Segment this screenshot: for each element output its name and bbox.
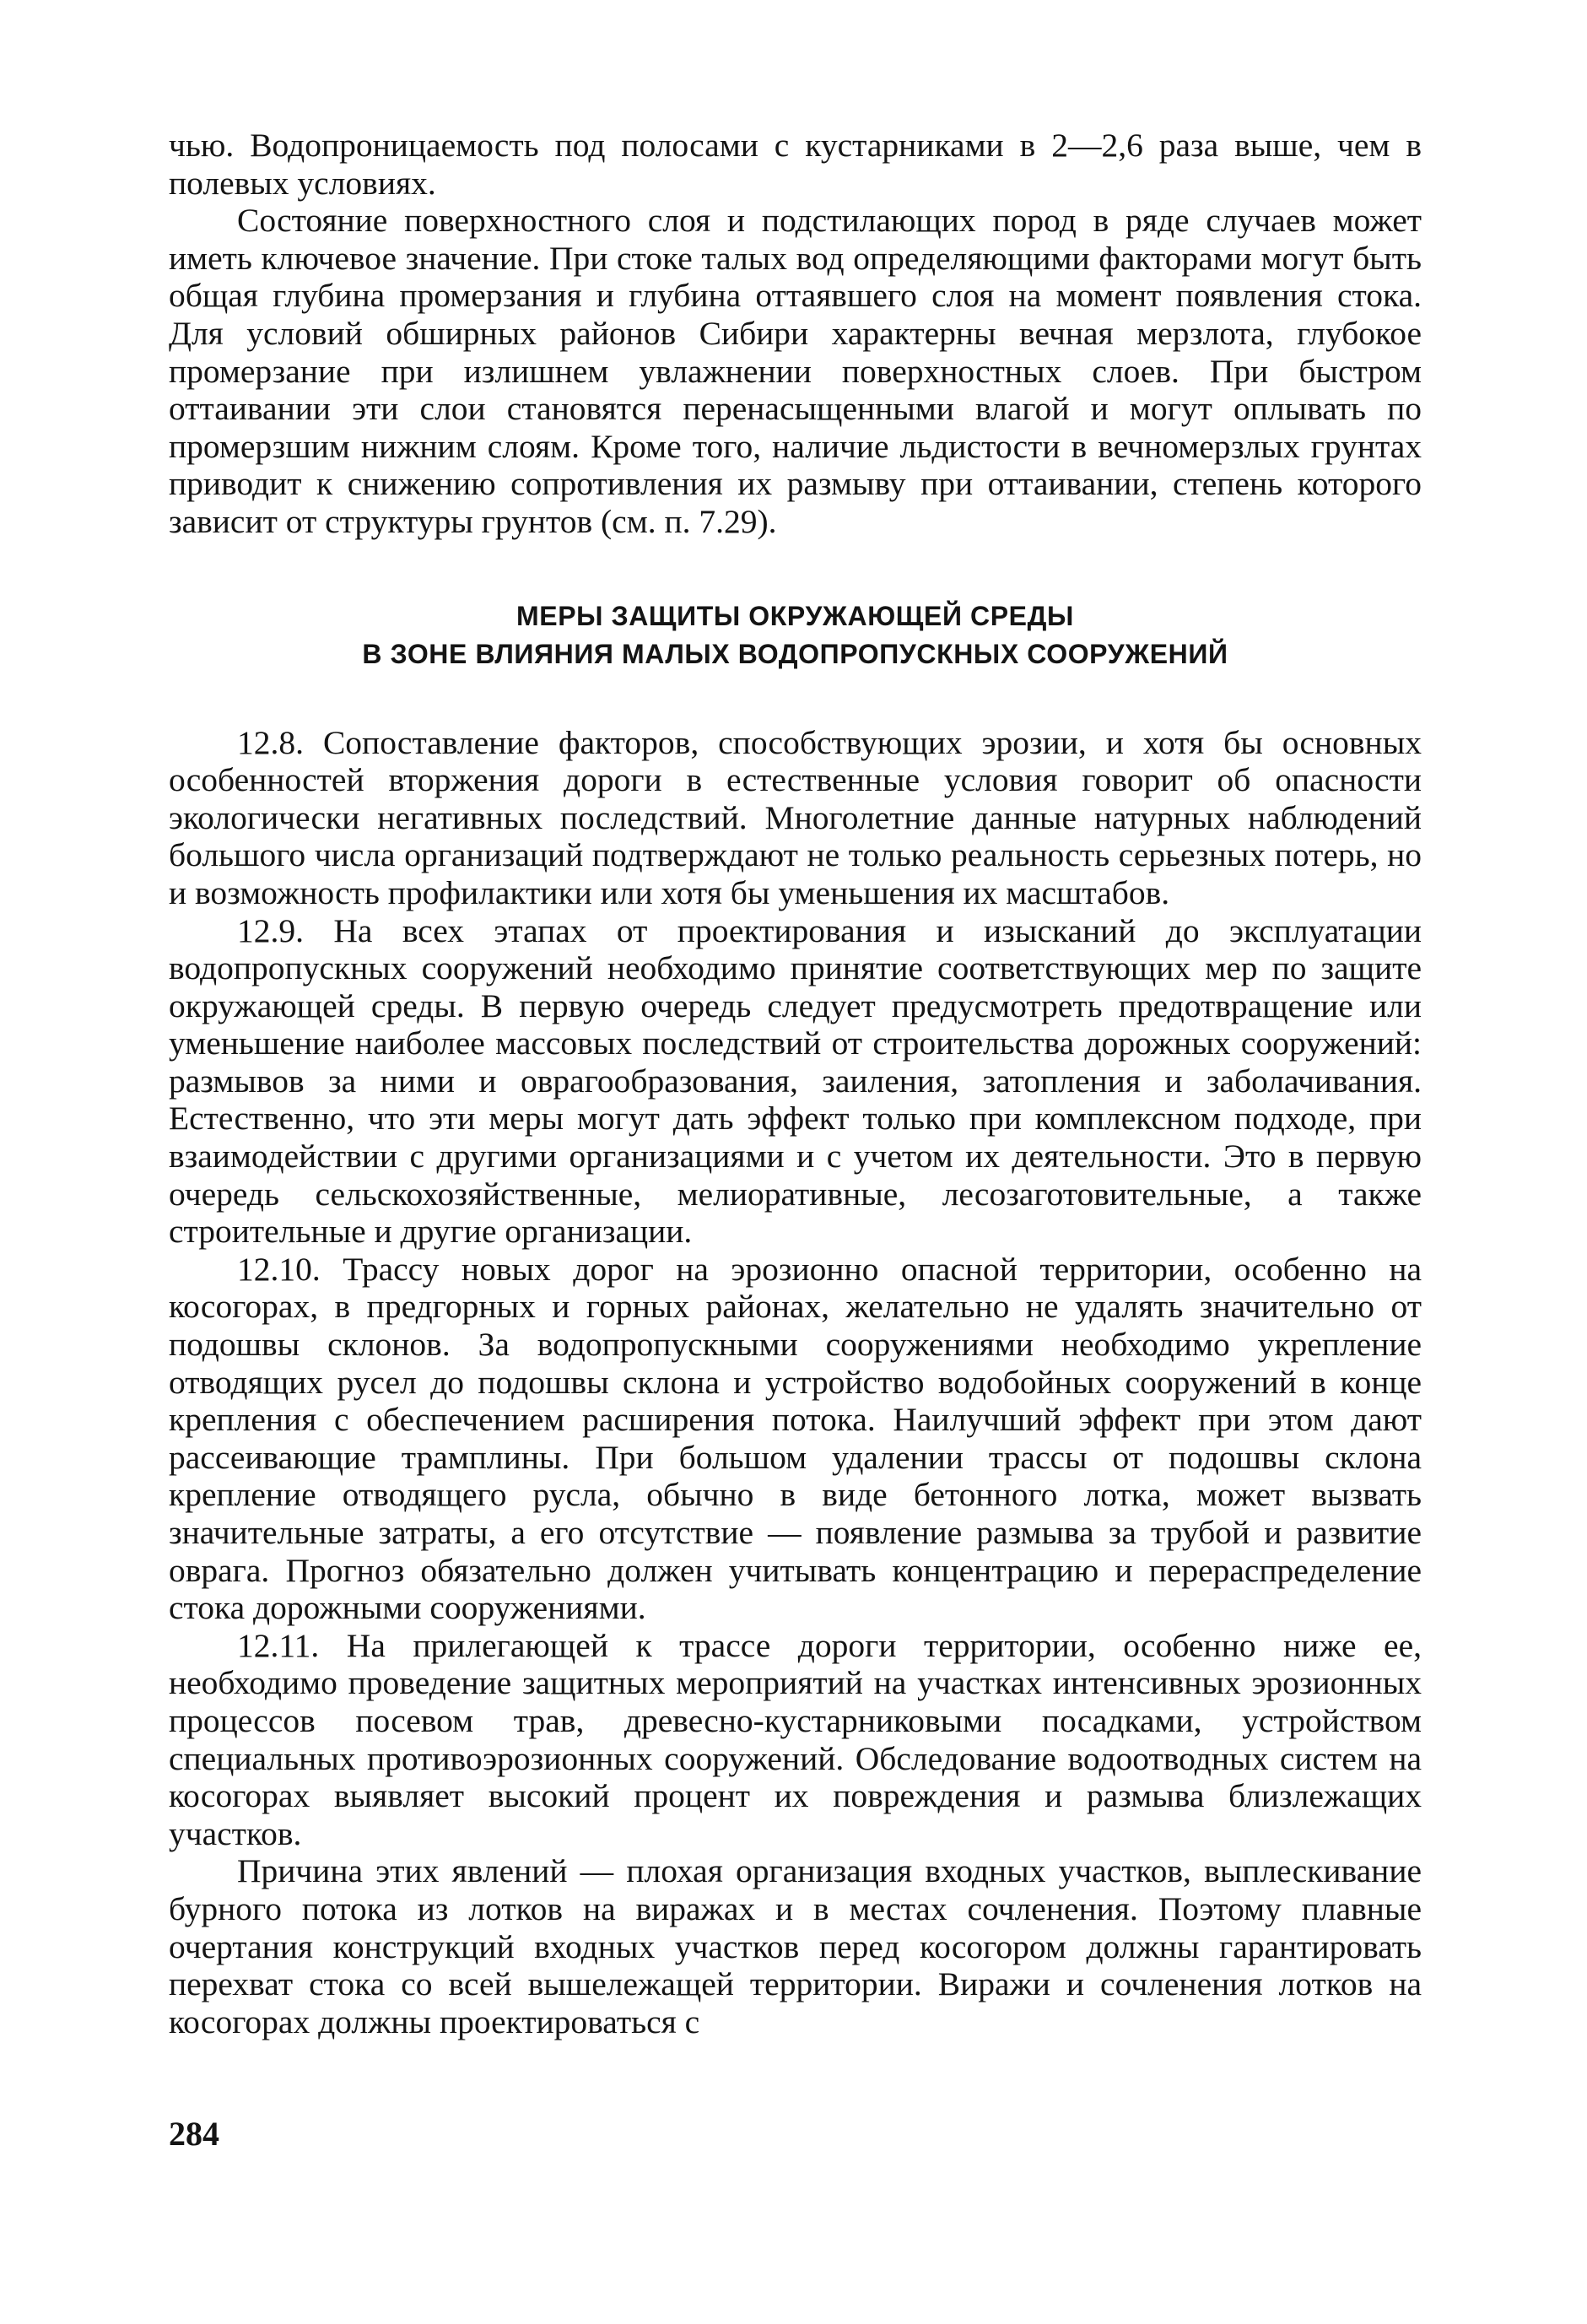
paragraph-continuation: чью. Водопроницаемость под полосами с кустарниками в 2—2,6 раза выше, чем в полевых условиях. bbox=[169, 127, 1422, 202]
paragraph-12-10: 12.10. Трассу новых дорог на эрозионно опасной территории, особенно на косогорах, в предгорных и горных районах, желательно не удалять значительно от подошвы склонов. За водопропускными сооружениями необходимо укрепление отводящих русел до подошвы склона и устройство водобойных сооружений в конце крепления с обеспечением расширения потока. Наилучший эффект при этом дают рассеивающие трамплины. При большом удалении трассы от подошвы склона крепление отводящего русла, обычно в виде бетонного лотка, может вызвать значительные затраты, а его отсутствие — появление размыва за трубой и развитие оврага. Прогноз обязательно должен учитывать концентрацию и перераспределение стока дорожными сооружениями. bbox=[169, 1250, 1422, 1627]
paragraph-12-11: 12.11. На прилегающей к трассе дороги территории, особенно ниже ее, необходимо проведение защитных мероприятий на участках интенсивных эрозионных процессов посевом трав, древесно-кустарниковыми посадками, устройством специальных противоэрозионных сооружений. Обследование водоотводных систем на косогорах выявляет высокий процент их повреждения и размыва близлежащих участков. bbox=[169, 1626, 1422, 1852]
paragraph-12-9: 12.9. На всех этапах от проектирования и изысканий до эксплуатации водопропускных сооружений необходимо принятие соответствующих мер по защите окружающей среды. В первую очередь следует предусмотреть предотвращение или уменьшение наиболее массовых последствий от строительства дорожных сооружений: размывов за ними и оврагообразования, заиления, затопления и заболачивания. Естественно, что эти меры могут дать эффект только при комплексном подходе, при взаимодействии с другими организациями и с учетом их деятельности. Это в первую очередь сельскохозяйственные, мелиоративные, лесозаготовительные, а также строительные и другие организации. bbox=[169, 911, 1422, 1251]
page-number: 284 bbox=[169, 2115, 219, 2153]
section-heading-line-1: МЕРЫ ЗАЩИТЫ ОКРУЖАЮЩЕЙ СРЕДЫ bbox=[516, 600, 1074, 631]
paragraph-causes: Причина этих явлений — плохая организация входных участков, выплескивание бурного потока из лотков на виражах и в местах сочленения. Поэтому плавные очертания конструкций входных участков перед косогором должны гарантировать перехват стока со всей вышележащей территории. Виражи и сочленения лотков на косогорах должны проектироваться с bbox=[169, 1852, 1422, 2040]
paragraph-12-8: 12.8. Сопоставление факторов, способствующих эрозии, и хотя бы основных особенностей вторжения дороги в естественные условия говорит об опасности экологически негативных последствий. Многолетние данные натурных наблюдений большого числа организаций подтверждают не только реальность серьезных потерь, но и возможность профилактики или хотя бы уменьшения их масштабов. bbox=[169, 723, 1422, 911]
section-heading-line-2: В ЗОНЕ ВЛИЯНИЯ МАЛЫХ ВОДОПРОПУСКНЫХ СООРУЖЕНИЙ bbox=[362, 638, 1228, 669]
paragraph-surface-layer: Состояние поверхностного слоя и подстилающих пород в ряде случаев может иметь ключевое значение. При стоке талых вод определяющими факторами могут быть общая глубина промерзания и глубина оттаявшего слоя на момент появления стока. Для условий обширных районов Сибири характерны вечная мерзлота, глубокое промерзание при излишнем увлажнении поверхностных слоев. При быстром оттаивании эти слои становятся перенасыщенными влагой и могут оплывать по промерзшим нижним слоям. Кроме того, наличие льдистости в вечномерзлых грунтах приводит к снижению сопротивления их размыву при оттаивании, степень которого зависит от структуры грунтов (см. п. 7.29). bbox=[169, 202, 1422, 540]
section-heading bbox=[169, 597, 1422, 673]
page-body bbox=[169, 127, 1422, 2040]
